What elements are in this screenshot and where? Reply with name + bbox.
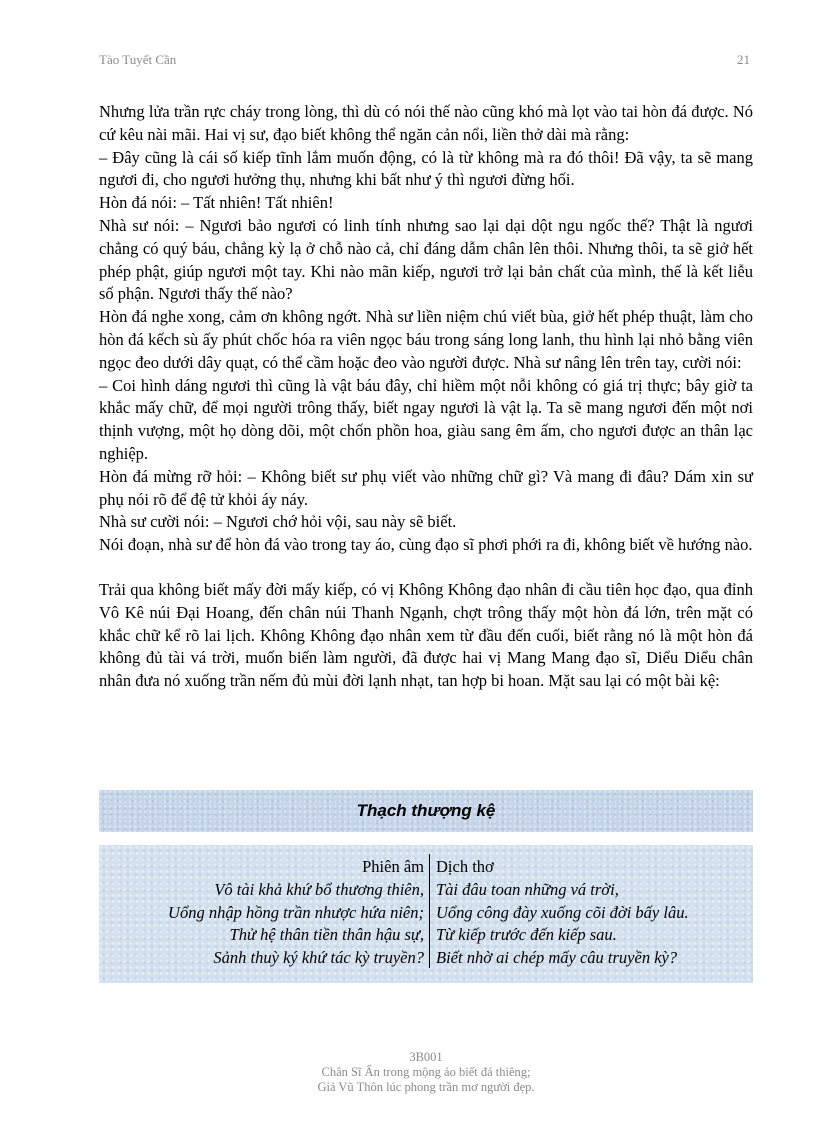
paragraph: Hòn đá nghe xong, cảm ơn không ngớt. Nhà sư liền niệm chú viết bùa, giở hết phép thuật, làm cho hòn đá kếch sù ấy phút chốc hóa ra viên ngọc báu trong sáng long lanh, thu hình lại nhỏ bằng viên ngọc đeo dưới dây quạt, có thể cầm hoặc đeo vào người được. Nhà sư nâng lên trên tay, cười nói: — [99, 307, 753, 372]
header-author: Tào Tuyết Cần — [99, 52, 177, 67]
poem-original-line: Uổng nhập hồng trần nhược hứa niên; — [168, 902, 424, 922]
paragraph: Nhưng lửa trần rực cháy trong lòng, thì dù có nói thế nào cũng khó mà lọt vào tai hòn đá được. Nó cứ kêu nài mãi. Hai vị sư, đạo biết không thể ngăn cản nổi, liền thở dài mà rằng: — [99, 102, 753, 144]
footer-line: Giả Vũ Thôn lúc phong trần mơ người đẹp. — [317, 1080, 535, 1094]
poem-box — [99, 845, 753, 983]
poem-original-column — [168, 856, 424, 970]
poem-translation-line: Uổng công đày xuống cõi đời bấy lâu. — [436, 902, 689, 922]
paragraph: Nói đoạn, nhà sư để hòn đá vào trong tay áo, cùng đạo sĩ phơi phới ra đi, không biết về hướng nào. — [99, 535, 753, 555]
paragraph-gap — [99, 557, 753, 579]
paragraph: – Coi hình dáng ngươi thì cũng là vật báu đây, chỉ hiềm một nỗi không có giá trị thực; bây giờ ta khắc mấy chữ, để mọi người trông thấy, biết ngay ngươi là vật lạ. Ta sẽ mang ngươi đến một nơi thịnh vượng, một họ dòng dõi, một chốn phồn hoa, giàu sang êm ấm, cho ngươi được an thân lạc nghiệp. — [99, 375, 753, 463]
poem-original-line: Vô tài khả khứ bổ thương thiên, — [214, 879, 424, 899]
page-header — [99, 52, 750, 68]
main-text — [99, 101, 753, 693]
poem-right-heading: Dịch thơ — [436, 857, 494, 876]
paragraph: Hòn đá mừng rỡ hỏi: – Không biết sư phụ viết vào những chữ gì? Và mang đi đâu? Dám xin sư phụ nói rõ để đệ tử khỏi áy náy. — [99, 466, 753, 509]
page-footer — [99, 1050, 753, 1095]
header-page-number: 21 — [737, 52, 750, 67]
column-divider — [429, 854, 430, 968]
footer-line: Chân Sĩ Ẩn trong mộng ảo biết đá thiêng; — [321, 1065, 531, 1079]
paragraph: Nhà sư cười nói: – Ngươi chớ hỏi vội, sau này sẽ biết. — [99, 512, 457, 532]
poem-translation-line: Tài đâu toan những vá trời, — [436, 879, 619, 899]
poem-translation-column — [436, 856, 689, 970]
paragraph: – Đây cũng là cái số kiếp tĩnh lắm muốn động, có là từ không mà ra đó thôi! Đã vậy, ta sẽ mang ngươi đi, cho ngươi hưởng thụ, nhưng khi bất như ý thì ngươi đừng hối. — [99, 147, 753, 190]
poem-original-line: Sảnh thuỳ ký khứ tác kỳ truyền? — [213, 948, 424, 968]
poem-translation-line: Từ kiếp trước đến kiếp sau. — [436, 925, 617, 945]
poem-left-heading: Phiên âm — [362, 857, 424, 876]
poem-original-line: Thử hệ thân tiền thân hậu sự, — [229, 925, 424, 945]
paragraph: Nhà sư nói: – Ngươi bảo ngươi có linh tính nhưng sao lại dại dột ngu ngốc thế? Thật là ngươi chẳng có quý báu, chẳng kỳ lạ ở chỗ nào cả, chỉ đáng dẫm chân lên thôi. Nhưng thôi, ta sẽ giở hết phép phật, giúp ngươi một tay. Khi nào mãn kiếp, ngươi trở lại bản chất của mình, thế là kết liễu số phận. Ngươi thấy thế nào? — [99, 215, 753, 304]
footer-code: 3B001 — [409, 1050, 443, 1064]
paragraph: Trải qua không biết mấy đời mấy kiếp, có vị Không Không đạo nhân đi cầu tiên học đạo, qua đỉnh Vô Kê núi Đại Hoang, đến chân núi Thanh Ngạnh, chợt trông thấy một hòn đá lớn, trên mặt có khắc chữ kể rõ lai lịch. Không Không đạo nhân xem từ đầu đến cuối, biết rằng nó là một hòn đá không đủ tài vá trời, muốn biến làm người, đã được hai vị Mang Mang đạo sĩ, Diểu Diểu chân nhân đưa nó xuống trần nếm đủ mùi đời lạnh nhạt, tan hợp bi hoan. Mặt sau lại có một bài kệ: — [99, 579, 753, 691]
paragraph: Hòn đá nói: – Tất nhiên! Tất nhiên! — [99, 193, 334, 213]
poem-title: Thạch thượng kệ — [356, 801, 496, 820]
poem-title-box — [99, 790, 753, 832]
poem-translation-line: Biết nhờ ai chép mấy câu truyền kỳ? — [436, 948, 678, 968]
